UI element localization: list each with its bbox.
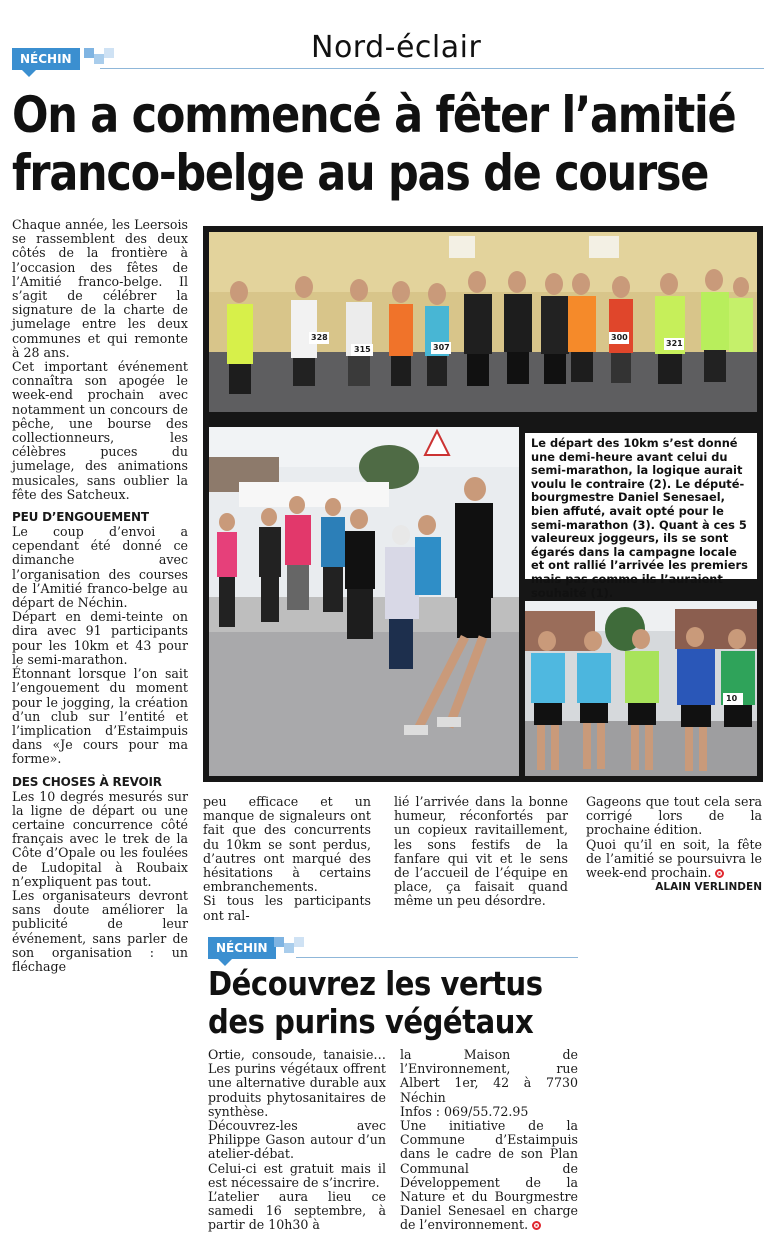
tag-square bbox=[104, 48, 114, 58]
article-column-3 bbox=[394, 795, 568, 909]
header-rule bbox=[296, 957, 578, 958]
bib-number: 315 bbox=[354, 345, 371, 354]
article-column-2 bbox=[400, 1048, 578, 1233]
closing-text: Quoi qu’il en soit, la fête de l’amitié se poursuivra le week-end prochain. bbox=[586, 836, 762, 881]
tag-square bbox=[94, 54, 104, 64]
article-column-4 bbox=[586, 795, 762, 894]
paragraph: Gageons que tout cela sera corrigé lors de la prochaine édition. bbox=[586, 794, 762, 838]
paragraph: lié l’arrivée dans la bonne humeur, réconfortés par un copieux ravitaillement, les sons festifs de la fanfare qui vit et le sens de l’accueil de l’équipe en place, ça faisait quand même un peu désordre. bbox=[394, 794, 568, 909]
masthead: Nord-éclair bbox=[311, 30, 482, 65]
bib-number: 328 bbox=[311, 333, 328, 342]
paragraph: L’atelier aura lieu ce samedi 16 septembre, à partir de 10h30 à bbox=[208, 1189, 386, 1233]
five-joggers-image bbox=[525, 601, 757, 776]
section-tag-label: NÉCHIN bbox=[208, 937, 276, 959]
bib-number: 321 bbox=[666, 339, 683, 348]
paragraph: Étonnant lorsque l’on sait l’engouement du moment pour le jogging, la création d’un club sur l’entité et l’implication d’Estaimpuis dans «Je cours pour ma forme». bbox=[12, 666, 188, 767]
article-column-1 bbox=[208, 1048, 386, 1233]
tag-square bbox=[84, 48, 94, 58]
paragraph: la Maison de l’Environnement, rue Albert 1er, 42 à 7730 Néchin bbox=[400, 1047, 578, 1105]
race-start-photo bbox=[209, 427, 519, 776]
closing-text: Une initiative de la Commune d’Estaimpuis dans le cadre de son Plan Communal de Développement de la Nature et du Bourgmestre Daniel Senesael en charge de l’environnement. bbox=[400, 1118, 578, 1233]
group-photo-image bbox=[209, 232, 757, 412]
paragraph: peu efficace et un manque de signaleurs ont fait que des concurrents du 10km se sont perdus, d’autres ont marqué des hésitations à certains embranchements. bbox=[203, 794, 371, 895]
subheading: DES CHOSES À REVOIR bbox=[12, 774, 162, 789]
end-of-article-icon bbox=[715, 869, 724, 878]
paragraph bbox=[586, 838, 762, 881]
bib-number: 307 bbox=[433, 343, 450, 352]
intro-paragraph: Chaque année, les Leersois se rassemblent des deux côtés de la frontière à l’occasion des fêtes de l’Amitié franco-belge. Il s’agit de célébrer la signature de la charte de jumelage entre les deux communes et qui remonte à 28 ans. bbox=[12, 217, 188, 360]
tag-square bbox=[284, 943, 294, 953]
headline-line-1: Découvrez les vertus bbox=[208, 964, 543, 1003]
byline: ALAIN VERLINDEN bbox=[655, 881, 762, 894]
tag-square bbox=[294, 937, 304, 947]
bib-number: 10 bbox=[726, 694, 738, 703]
paragraph: Cet important événement connaîtra son apogée le week-end prochain avec notamment un concours de pêche, une bourse des collectionneurs, les célèbres puces du jumelage, des animations musicales, sans oublier la fête des Satcheux. bbox=[12, 359, 188, 502]
paragraph bbox=[400, 1119, 578, 1233]
paragraph: Les organisateurs devront sans doute améliorer la publicité de leur événement, sans parler de son organisation : un fléchage bbox=[12, 887, 188, 974]
article-column-2 bbox=[203, 795, 371, 923]
race-start-image bbox=[209, 427, 519, 776]
tag-pointer bbox=[22, 70, 36, 77]
paragraph: Celui-ci est gratuit mais il est nécessaire de s’incrire. bbox=[208, 1160, 386, 1190]
paragraph: Découvrez-les avec Philippe Gason autour d’un atelier-débat. bbox=[208, 1118, 386, 1162]
article-column-1 bbox=[12, 218, 188, 974]
section-tag-label: NÉCHIN bbox=[12, 48, 80, 70]
five-joggers-photo bbox=[525, 601, 757, 776]
paragraph: Si tous les participants ont ral- bbox=[203, 893, 371, 923]
paragraph: Ortie, consoude, tanaisie… Les purins végétaux offrent une alternative durable aux produits phytosanitaires de synthèse. bbox=[208, 1047, 386, 1119]
header-rule bbox=[100, 68, 764, 69]
paragraph: Départ en demi-teinte on dira avec 91 participants pour les 10km et 43 pour le semi-marathon. bbox=[12, 609, 188, 667]
caption-text: Le départ des 10km s’est donné une demi-heure avant celui du semi-marathon, la logique aurait voulu le contraire (2). Le député-bourgmestre Daniel Senesael, bien affuté, avait opté pour le semi-marathon (3). Quant à ces 5 valeureux joggeurs, ils se sont égarés dans la campagne locale et ont rallié l’arrivée les premiers mais pas comme ils l’auraient souhaité (1). bbox=[531, 436, 748, 600]
headline-line-1: On a commencé à fêter l’amitié bbox=[12, 86, 736, 144]
group-photo bbox=[209, 232, 757, 412]
paragraph: Infos : 069/55.72.95 bbox=[400, 1103, 529, 1119]
subheading: PEU D’ENGOUEMENT bbox=[12, 510, 149, 525]
paragraph: Le coup d’envoi a cependant été donné ce dimanche avec l’organisation des courses de l’Amitié franco-belge au départ de Néchin. bbox=[12, 524, 188, 611]
photo-caption bbox=[525, 433, 757, 600]
bib-number: 300 bbox=[611, 333, 628, 342]
paragraph: Les 10 degrés mesurés sur la ligne de départ ou une certaine concurrence côté français avec le trek de la Côte d’Opale ou les foulées de Ludopital à Roubaix n’expliquent pas tout. bbox=[12, 788, 188, 889]
end-of-article-icon bbox=[532, 1221, 541, 1230]
headline-line-2: des purins végétaux bbox=[208, 1002, 534, 1041]
headline-line-2: franco-belge au pas de course bbox=[12, 144, 709, 202]
tag-square bbox=[274, 937, 284, 947]
